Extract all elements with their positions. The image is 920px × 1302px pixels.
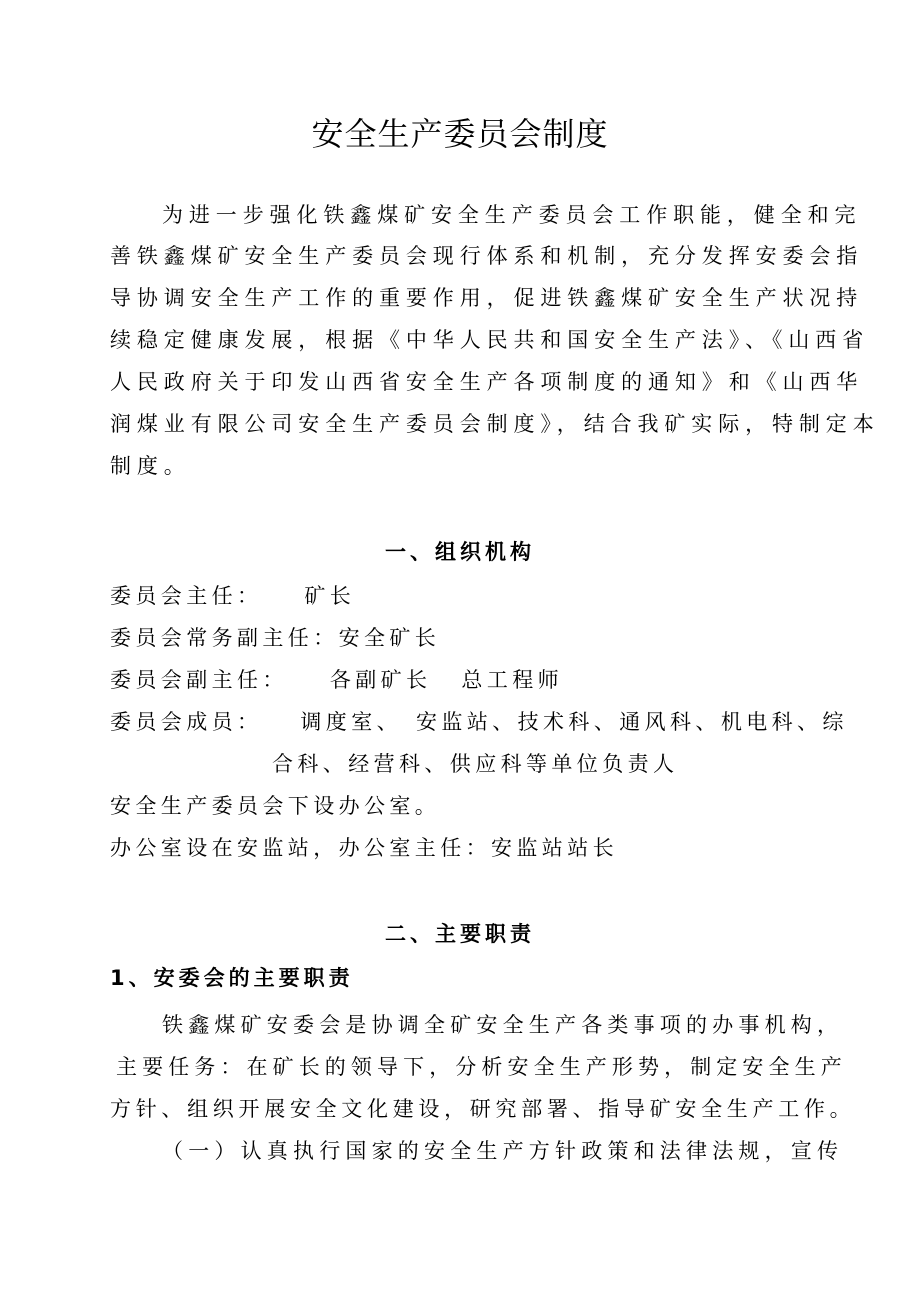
intro-line: 续稳定健康发展，根据《中华人民共和国安全生产法》、《山西省 xyxy=(110,328,870,352)
intro-line: 润煤业有限公司安全生产委员会制度》，结合我矿实际，特制定本 xyxy=(110,412,880,436)
org-row-members xyxy=(110,707,848,737)
org-label: 委员会常务副主任： xyxy=(110,626,339,650)
intro-line: 为进一步强化铁鑫煤矿安全生产委员会工作职能，健全和完 xyxy=(162,203,862,227)
section-heading-duties: 二、主要职责 xyxy=(385,922,535,946)
intro-line: 人民政府关于印发山西省安全生产各项制度的通知》和《山西华 xyxy=(110,370,864,394)
org-value: 矿长 xyxy=(304,584,356,608)
intro-line: 善铁鑫煤矿安全生产委员会现行体系和机制，充分发挥安委会指 xyxy=(110,244,864,268)
org-office-setup: 安全生产委员会下设办公室。 xyxy=(110,794,441,818)
org-value: 调度室、 xyxy=(300,710,403,734)
org-office-location: 办公室设在安监站，办公室主任：安监站站长 xyxy=(110,836,618,860)
org-row-exec-deputy xyxy=(110,623,440,653)
org-label: 委员会成员： xyxy=(110,710,263,734)
intro-line: 制度。 xyxy=(110,454,191,478)
org-value: 安全矿长 xyxy=(338,626,441,650)
duties-line: （一）认真执行国家的安全生产方针政策和法律法规，宣传 xyxy=(162,1139,844,1163)
duties-line: 铁鑫煤矿安委会是协调全矿安全生产各类事项的办事机构， xyxy=(162,1013,844,1037)
org-label: 委员会副主任： xyxy=(110,668,288,692)
duties-line: 方针、组织开展安全文化建设，研究部署、指导矿安全生产工作。 xyxy=(110,1097,856,1121)
org-row-members-continued: 合科、经营科、供应科等单位负责人 xyxy=(272,752,679,776)
org-value: 总工程师 xyxy=(461,668,564,692)
org-value: 各副矿长 xyxy=(329,668,432,692)
duties-subheading: 1、安委会的主要职责 xyxy=(110,966,354,990)
org-label: 委员会主任： xyxy=(110,584,263,608)
document-title: 安全生产委员会制度 xyxy=(311,115,609,153)
section-heading-organization: 一、组织机构 xyxy=(385,540,535,564)
intro-line: 导协调安全生产工作的重要作用，促进铁鑫煤矿安全生产状况持 xyxy=(110,286,864,310)
org-row-director xyxy=(110,581,355,611)
duties-line: 主要任务：在矿长的领导下，分析安全生产形势，制定安全生产 xyxy=(116,1055,847,1079)
org-value: 安监站、技术科、通风科、机电科、综 xyxy=(416,710,848,734)
org-row-deputy xyxy=(110,665,563,695)
